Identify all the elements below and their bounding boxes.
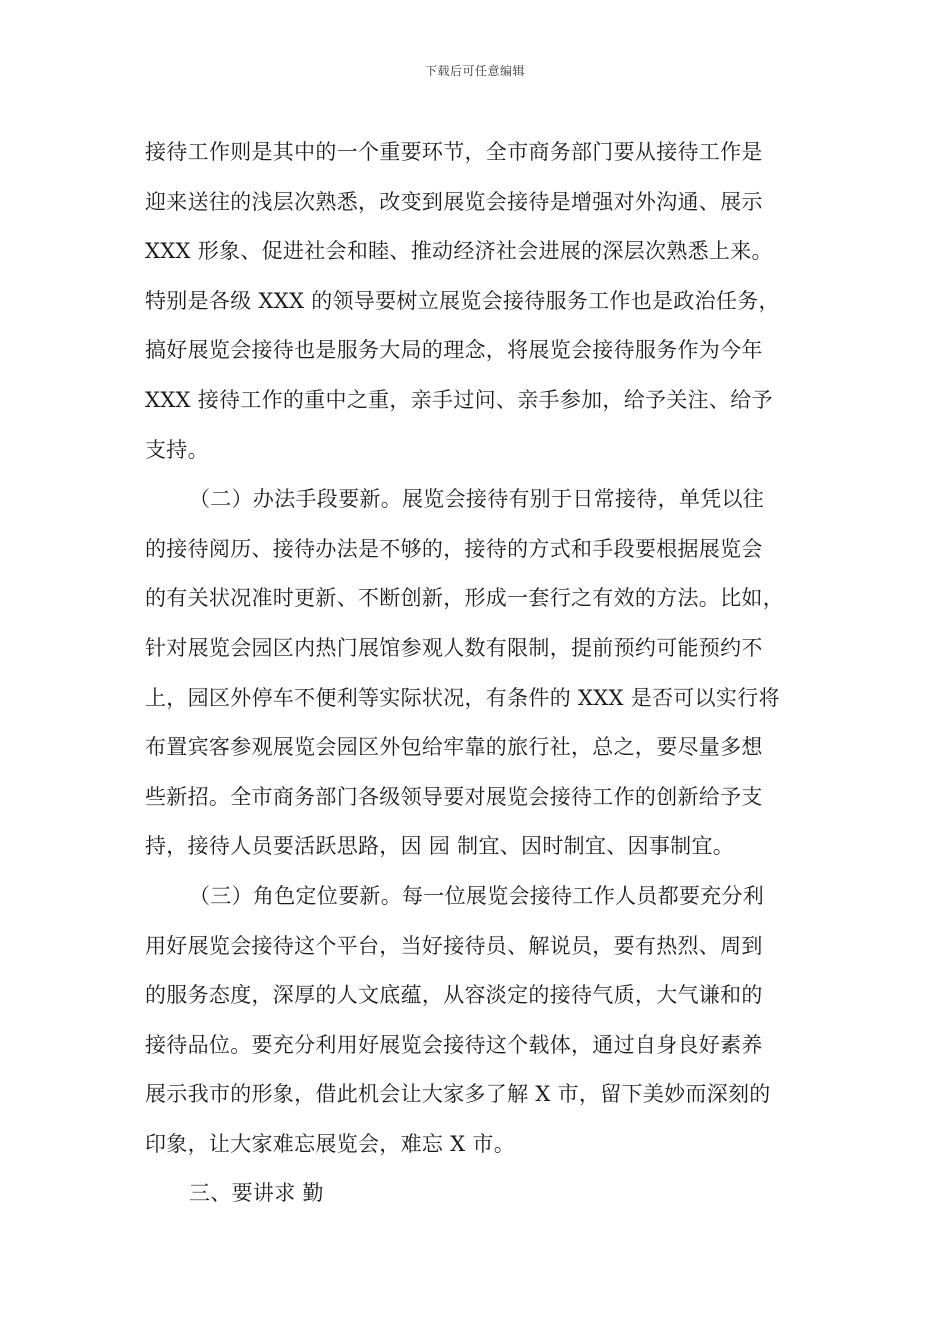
text-line: 持，接待人员要活跃思路，因 园 制宜、因时制宜、因事制宜。 xyxy=(145,834,735,859)
text-line: 接待工作则是其中的一个重要环节，全市商务部门要从接待工作是 xyxy=(145,140,763,164)
text-line: 些新招。全市商务部门各级领导要对展览会接待工作的创新给予支 xyxy=(145,784,763,809)
section-heading-line: 三、要讲求 勤 xyxy=(189,1181,324,1206)
header-note: 下载后可任意编辑 xyxy=(424,64,525,78)
text-line: 接待品位。要充分利用好展览会接待这个载体，通过自身良好素养 xyxy=(145,1032,763,1057)
text-line: 搞好展览会接待也是服务大局的理念，将展览会接待服务作为今年 xyxy=(145,338,763,363)
text-line: 迎来送往的浅层次熟悉，改变到展览会接待是增强对外沟通、展示 xyxy=(145,189,763,214)
text-line: XXX 形象、促进社会和睦、推动经济社会进展的深层次熟悉上来。 xyxy=(145,239,773,264)
text-line: 上，园区外停车不便利等实际状况，有条件的 XXX 是否可以实行将 xyxy=(145,685,780,710)
document-body xyxy=(145,128,815,1219)
paragraph-heading-line: （三）角色定位要新。每一位展览会接待工作人员都要充分利 xyxy=(189,883,765,908)
text-line: 的有关状况准时更新、不断创新，形成一套行之有效的方法。比如， xyxy=(145,586,784,611)
text-line: 印象，让大家难忘展览会，难忘 X 市。 xyxy=(145,1131,515,1156)
text-line: 针对展览会园区内热门展馆参观人数有限制，提前预约可能预约不 xyxy=(145,635,763,660)
text-line: 展示我市的形象，借此机会让大家多了解 X 市，留下美妙而深刻的 xyxy=(145,1082,771,1107)
text-line: 的接待阅历、接待办法是不够的，接待的方式和手段要根据展览会 xyxy=(145,536,763,561)
text-line: 的服务态度，深厚的人文底蕴，从容淡定的接待气质，大气谦和的 xyxy=(145,983,763,1008)
text-line: 布置宾客参观展览会园区外包给牢靠的旅行社，总之，要尽量多想 xyxy=(145,735,763,760)
text-line: 用好展览会接待这个平台，当好接待员、解说员，要有热烈、周到 xyxy=(145,933,763,958)
text-line: 支持。 xyxy=(145,437,209,462)
paragraph-heading-line: （二）办法手段要新。展览会接待有别于日常接待，单凭以往 xyxy=(189,487,765,512)
text-line: 特别是各级 XXX 的领导要树立展览会接待服务工作也是政治任务， xyxy=(145,288,780,313)
text-line: XXX 接待工作的重中之重，亲手过问、亲手参加，给予关注、给予 xyxy=(145,387,773,412)
